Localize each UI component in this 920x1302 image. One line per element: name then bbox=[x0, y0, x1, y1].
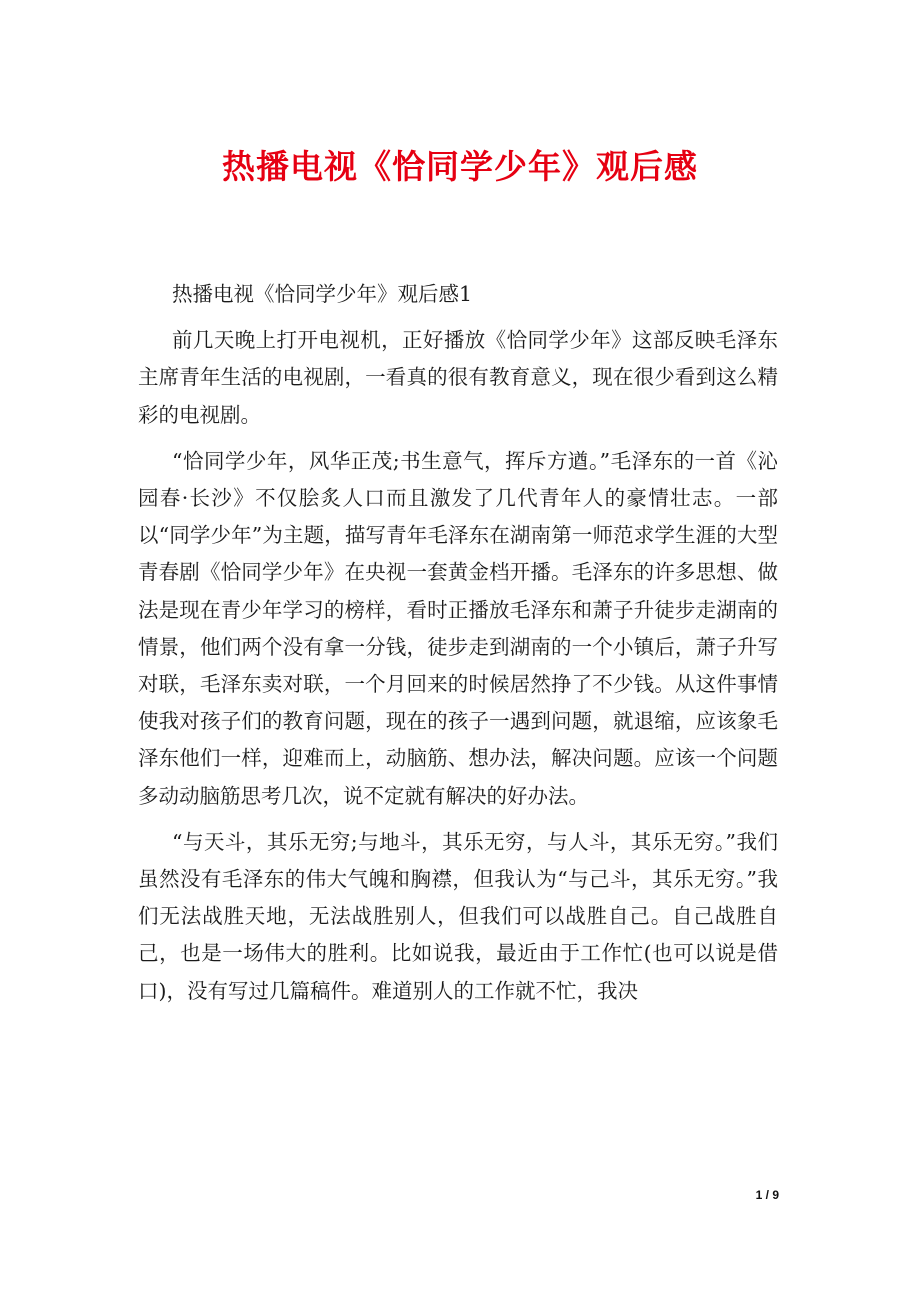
page-number: 1 / 9 bbox=[755, 1188, 779, 1202]
paragraph: 前几天晚上打开电视机，正好播放《恰同学少年》这部反映毛泽东主席青年生活的电视剧，一看真的很有教育意义，现在很少看到这么精彩的电视剧。 bbox=[138, 328, 778, 427]
document-body bbox=[138, 276, 778, 1019]
document-title: 热播电视《恰同学少年》观后感 bbox=[222, 147, 698, 186]
paragraph: “与天斗，其乐无穷;与地斗，其乐无穷，与人斗，其乐无穷。”我们虽然没有毛泽东的伟大气魄和胸襟，但我认为“与己斗，其乐无穷。”我们无法战胜天地，无法战胜别人，但我们可以战胜自己。自己战胜自己，也是一场伟大的胜利。比如说我，最近由于工作忙(也可以说是借口)，没有写过几篇稿件。难道别人的工作就不忙，我决 bbox=[138, 829, 778, 1003]
paragraph-heading: 热播电视《恰同学少年》观后感1 bbox=[172, 282, 473, 306]
paragraph: “恰同学少年，风华正茂;书生意气，挥斥方遒。”毛泽东的一首《沁园春·长沙》不仅脍炙人口而且激发了几代青年人的豪情壮志。一部以“同学少年”为主题，描写青年毛泽东在湖南第一师范求学生涯的大型青春剧《恰同学少年》在央视一套黄金档开播。毛泽东的许多思想、做法是现在青少年学习的榜样，看时正播放毛泽东和萧子升徒步走湖南的情景，他们两个没有拿一分钱，徒步走到湖南的一个小镇后，萧子升写对联，毛泽东卖对联，一个月回来的时候居然挣了不少钱。从这件事情使我对孩子们的教育问题，现在的孩子一遇到问题，就退缩，应该象毛泽东他们一样，迎难而上，动脑筋、想办法，解决问题。应该一个问题多动动脑筋思考几次，说不定就有解决的好办法。 bbox=[138, 448, 778, 808]
